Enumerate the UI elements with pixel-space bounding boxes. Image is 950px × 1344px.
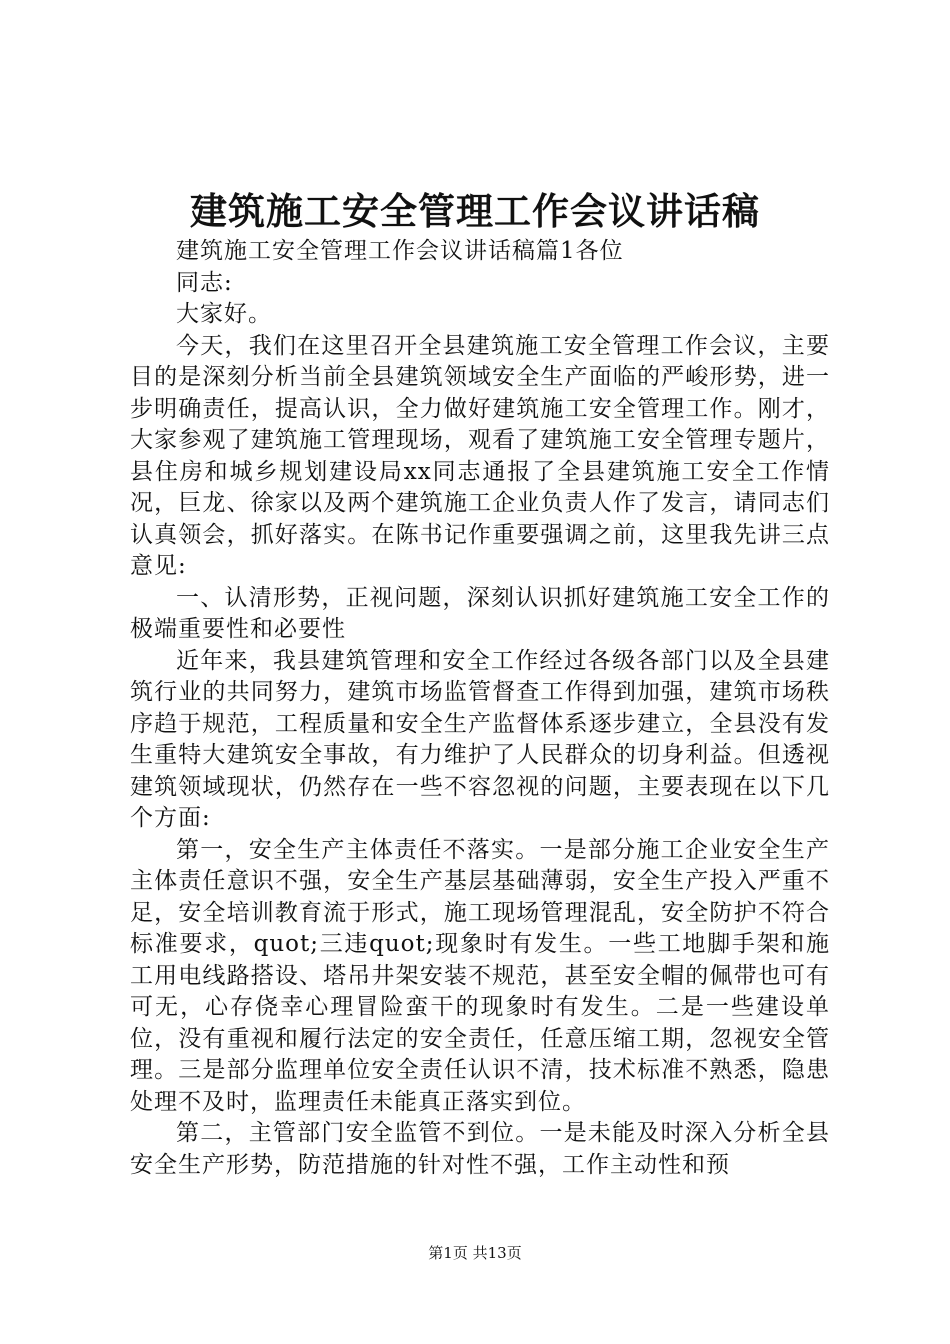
page-footer: 第1页 共13页	[428, 1244, 522, 1262]
paragraph-point-two: 第二，主管部门安全监管不到位。一是未能及时深入分析全县安全生产形势，防范措施的针对性不强，工作主动性和预	[130, 1120, 830, 1178]
paragraph-salutation: 同志:	[176, 269, 233, 296]
paragraph-heading-line: 建筑施工安全管理工作会议讲话稿篇1各位	[176, 238, 624, 264]
paragraph-recent-years: 近年来，我县建筑管理和安全工作经过各级各部门以及全县建筑行业的共同努力，建筑市场监管督查工作得到加强，建筑市场秩序趋于规范，工程质量和安全生产监督体系逐步建立，全县没有发生重特大建筑安全事故，有力维护了人民群众的切身利益。但透视建筑领域现状，仍然存在一些不容忽视的问题，主要表现在以下几个方面:	[130, 647, 830, 831]
document-title: 建筑施工安全管理工作会议讲话稿	[190, 189, 760, 233]
paragraph-greeting: 大家好。	[176, 301, 272, 327]
document-body	[130, 236, 830, 1181]
paragraph-opening: 今天，我们在这里召开全县建筑施工安全管理工作会议，主要目的是深刻分析当前全县建筑领域安全生产面临的严峻形势，进一步明确责任，提高认识，全力做好建筑施工安全管理工作。刚才，大家参观了建筑施工管理现场，观看了建筑施工安全管理专题片，县住房和城乡规划建设局xx同志通报了全县建筑施工安全工作情况，巨龙、徐家以及两个建筑施工企业负责人作了发言，请同志们认真领会，抓好落实。在陈书记作重要强调之前，这里我先讲三点意见:	[130, 332, 830, 579]
paragraph-point-one: 第一，安全生产主体责任不落实。一是部分施工企业安全生产主体责任意识不强，安全生产基层基础薄弱，安全生产投入严重不足，安全培训教育流于形式，施工现场管理混乱，安全防护不符合标准要求，quot;三违quot;现象时有发生。一些工地脚手架和施工用电线路搭设、塔吊井架安装不规范，甚至安全帽的佩带也可有可无，心存侥幸心理冒险蛮干的现象时有发生。二是一些建设单位，没有重视和履行法定的安全责任，任意压缩工期，忽视安全管理。三是部分监理单位安全责任认识不清，技术标准不熟悉，隐患处理不及时，监理责任未能真正落实到位。	[130, 836, 830, 1115]
section-heading-1: 一、认清形势，正视问题，深刻认识抓好建筑施工安全工作的极端重要性和必要性	[130, 584, 830, 642]
